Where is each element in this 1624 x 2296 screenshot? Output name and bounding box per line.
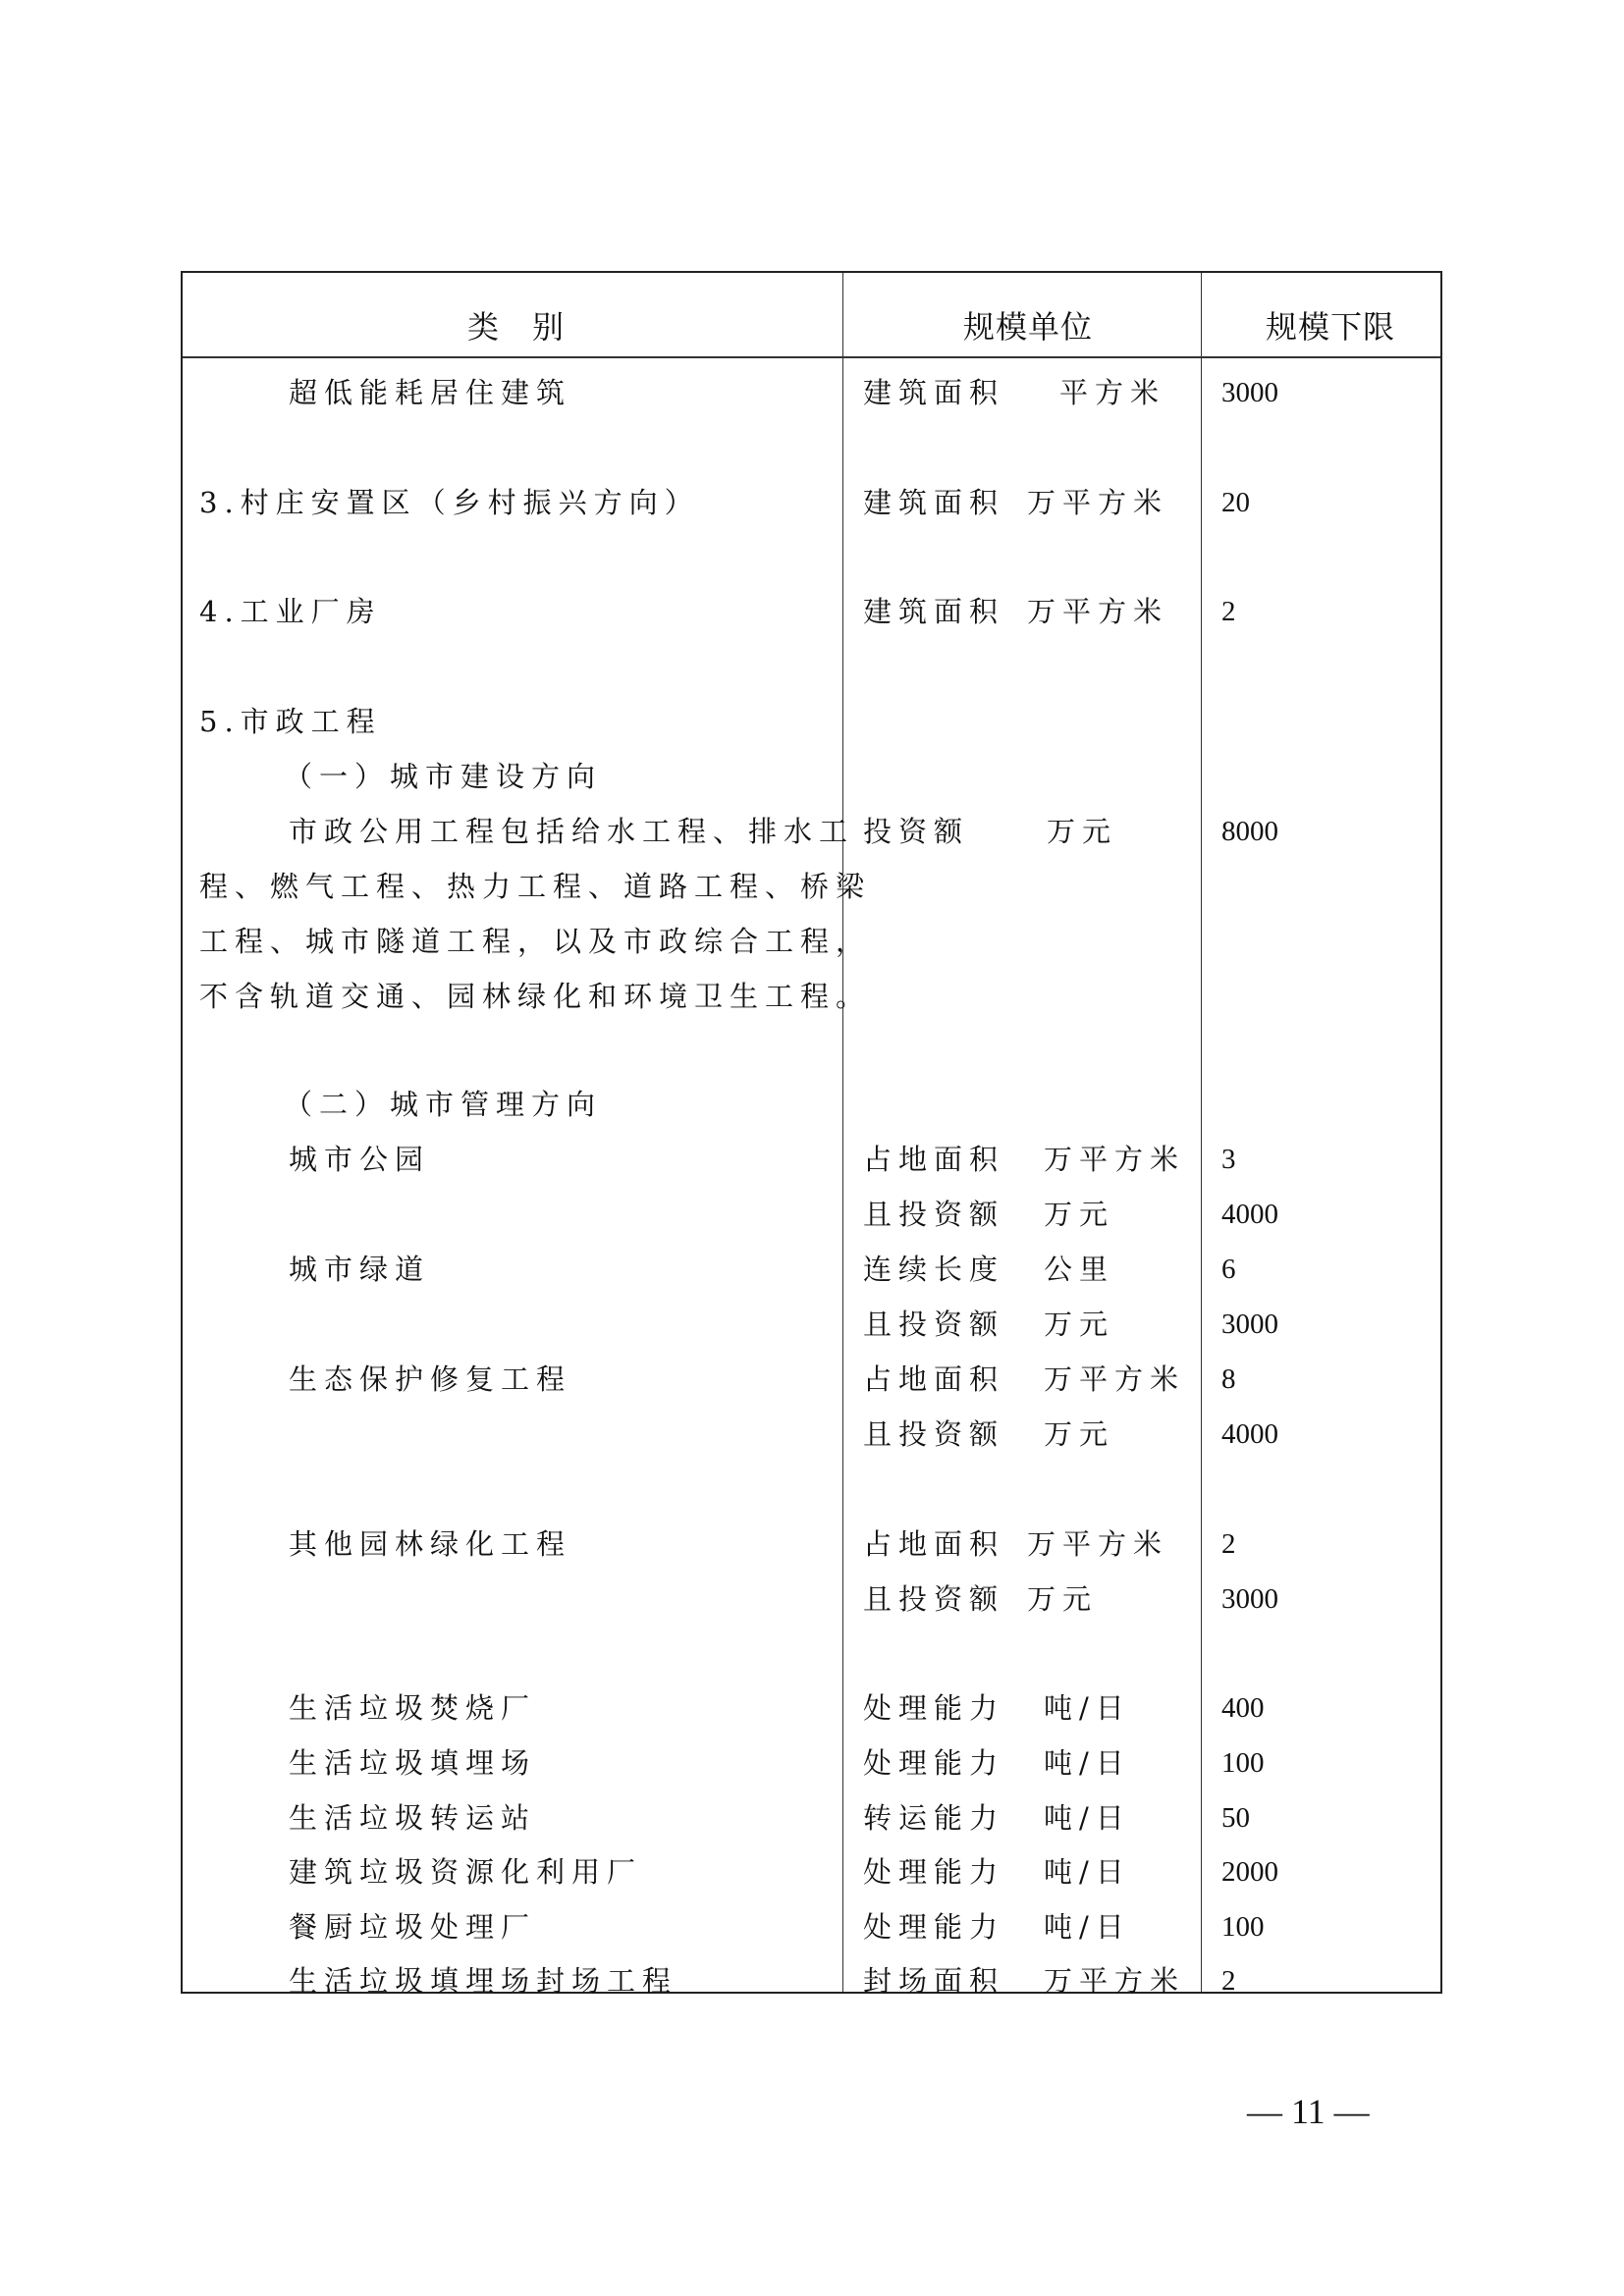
row-metric: 占地面积 [863, 1143, 1005, 1176]
row-metric: 且投资额 [863, 1582, 1005, 1616]
column-divider [1201, 273, 1202, 1992]
row-min: 4000 [1221, 1418, 1278, 1450]
row-unit: 万平方米 [1044, 1143, 1186, 1176]
row-min: 2 [1221, 1965, 1236, 1997]
row-min: 3 [1221, 1144, 1236, 1175]
row-unit: 平方米 [1059, 376, 1166, 409]
row-category: 城市公园 [289, 1143, 431, 1176]
row-metric: 建筑面积 [863, 376, 1005, 409]
row-metric: 建筑面积 [863, 595, 1005, 628]
row-category: 生活垃圾填埋场封场工程 [289, 1964, 678, 1998]
subsection-heading: （二）城市管理方向 [284, 1088, 603, 1121]
row-metric: 处理能力 [863, 1910, 1005, 1944]
row-metric: 封场面积 [863, 1964, 1005, 1998]
page-number: — 11 — [1247, 2092, 1370, 2131]
row-min: 2 [1221, 1528, 1236, 1560]
row-category-line: 工程、城市隧道工程，以及市政综合工程， [199, 925, 872, 958]
row-unit: 万平方米 [1027, 595, 1169, 628]
row-unit: 万平方米 [1027, 1527, 1169, 1561]
row-unit: 万元 [1044, 1417, 1115, 1451]
row-metric: 处理能力 [863, 1855, 1005, 1889]
row-metric: 占地面积 [863, 1527, 1005, 1561]
row-metric: 占地面积 [863, 1362, 1005, 1396]
row-category: 生活垃圾填埋场 [289, 1746, 537, 1780]
row-min: 20 [1221, 487, 1250, 518]
row-unit: 万平方米 [1044, 1964, 1186, 1998]
row-unit: 吨/日 [1044, 1801, 1131, 1835]
row-unit: 公里 [1044, 1253, 1115, 1286]
header-category: 类 别 [467, 308, 566, 346]
row-metric: 处理能力 [863, 1691, 1005, 1725]
row-category: 4.工业厂房 [199, 595, 382, 628]
row-metric: 且投资额 [863, 1308, 1005, 1341]
row-min: 100 [1221, 1911, 1265, 1943]
row-min: 8000 [1221, 816, 1278, 847]
row-unit: 万平方米 [1044, 1362, 1186, 1396]
row-category: 建筑垃圾资源化利用厂 [289, 1855, 643, 1889]
row-metric: 建筑面积 [863, 486, 1005, 519]
row-metric: 投资额 [863, 815, 970, 848]
row-category-line: 市政公用工程包括给水工程、排水工 [289, 815, 855, 848]
row-unit: 吨/日 [1044, 1691, 1131, 1725]
section-heading: 5.市政工程 [199, 705, 382, 738]
row-min: 6 [1221, 1254, 1236, 1285]
row-category: 3.村庄安置区（乡村振兴方向） [199, 486, 700, 519]
row-category: 超低能耗居住建筑 [289, 376, 572, 409]
header-scale-unit: 规模单位 [963, 308, 1094, 346]
row-min: 2 [1221, 596, 1236, 627]
row-unit: 吨/日 [1044, 1746, 1131, 1780]
row-category: 生活垃圾焚烧厂 [289, 1691, 537, 1725]
row-unit: 万平方米 [1027, 486, 1169, 519]
row-category-line: 不含轨道交通、园林绿化和环境卫生工程。 [199, 980, 872, 1013]
row-unit: 万元 [1044, 1198, 1115, 1231]
column-divider [842, 273, 843, 1992]
row-category: 生活垃圾转运站 [289, 1801, 537, 1835]
row-min: 2000 [1221, 1856, 1278, 1888]
header-scale-min: 规模下限 [1266, 308, 1396, 346]
header-divider [183, 356, 1440, 358]
scale-threshold-table [181, 271, 1442, 1998]
row-min: 400 [1221, 1692, 1265, 1724]
row-unit: 万元 [1027, 1582, 1099, 1616]
subsection-heading: （一）城市建设方向 [284, 760, 603, 793]
row-min: 3000 [1221, 1308, 1278, 1340]
row-min: 8 [1221, 1363, 1236, 1395]
row-unit: 吨/日 [1044, 1910, 1131, 1944]
row-category-line: 程、燃气工程、热力工程、道路工程、桥梁 [199, 870, 872, 903]
row-min: 3000 [1221, 377, 1278, 408]
row-metric: 且投资额 [863, 1417, 1005, 1451]
row-min: 50 [1221, 1802, 1250, 1834]
row-metric: 连续长度 [863, 1253, 1005, 1286]
row-category: 其他园林绿化工程 [289, 1527, 572, 1561]
row-category: 餐厨垃圾处理厂 [289, 1910, 537, 1944]
row-unit: 吨/日 [1044, 1855, 1131, 1889]
row-category: 城市绿道 [289, 1253, 431, 1286]
row-metric: 且投资额 [863, 1198, 1005, 1231]
row-min: 100 [1221, 1747, 1265, 1779]
row-unit: 万元 [1044, 1308, 1115, 1341]
row-metric: 处理能力 [863, 1746, 1005, 1780]
row-metric: 转运能力 [863, 1801, 1005, 1835]
row-min: 4000 [1221, 1199, 1278, 1230]
row-min: 3000 [1221, 1583, 1278, 1615]
row-unit: 万元 [1047, 815, 1118, 848]
row-category: 生态保护修复工程 [289, 1362, 572, 1396]
